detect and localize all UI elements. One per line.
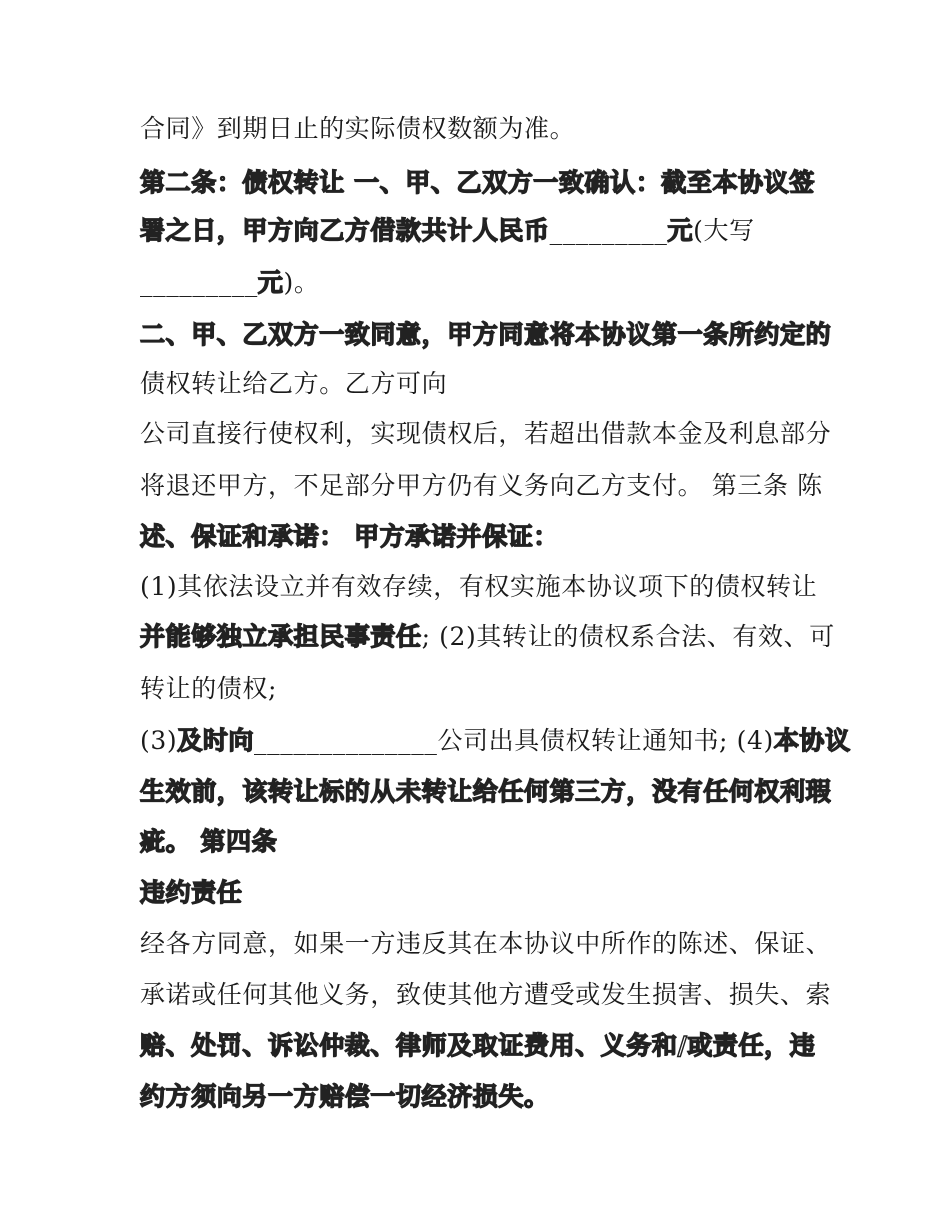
text-span: 违约责任 [140, 878, 243, 907]
section-heading [140, 876, 242, 910]
text-span: 合同》到期日止的实际债权数额为准。 [140, 114, 576, 143]
text-line [140, 469, 823, 503]
text-span: (1)其依法设立并有效存续，有权实施本协议项下的债权转让 [140, 572, 818, 601]
text-line [140, 1029, 815, 1063]
text-span: 述、保证和承诺： 甲方承诺并保证： [140, 522, 559, 551]
text-line [140, 978, 831, 1012]
text-span: 并能够独立承担民事责任 [140, 622, 422, 651]
text-span: 经各方同意，如果一方违反其在本协议中所作的陈述、保证、 [140, 929, 832, 958]
text-line [140, 672, 277, 706]
text-span: 署之日，甲方向乙方借款共计人民币 [140, 216, 550, 245]
text-span: 元 [667, 216, 694, 245]
text-span: 二、甲、乙双方一致同意，甲方同意将本协议第一条所约定的 [140, 320, 832, 349]
text-line [140, 570, 817, 604]
text-line [140, 825, 277, 859]
fill-in-blank: _________ [140, 268, 258, 297]
fill-in-blank: _________ [549, 216, 668, 245]
text-span: 将退还甲方，不足部分甲方仍有义务向乙方支付。 第三条 陈 [140, 471, 823, 500]
text-line [140, 318, 831, 352]
text-span: 生效前，该转让标的从未转让给任何第三方，没有任何权利瑕 [140, 777, 832, 806]
text-line [140, 620, 835, 654]
text-span: (大写 [693, 216, 755, 245]
text-span: 债权转让给乙方。乙方可向 [140, 369, 448, 398]
text-line [140, 1080, 550, 1114]
text-span: 公司出具债权转让通知书; (4) [437, 726, 774, 755]
text-span: 疵。 第四条 [140, 827, 278, 856]
text-span: 第二条：债权转让 一、甲、乙双方一致确认：截至本协议签 [140, 168, 815, 197]
text-line [140, 367, 447, 401]
text-line [140, 214, 755, 248]
text-span: 公司直接行使权利，实现债权后，若超出借款本金及利息部分 [140, 419, 832, 448]
text-line [140, 112, 575, 146]
text-line [140, 775, 831, 809]
text-span: 及时向 [177, 726, 255, 755]
text-line [140, 927, 831, 961]
text-span: 转让的债权; [140, 674, 278, 703]
text-line [140, 166, 815, 200]
text-span: 元 [257, 268, 284, 297]
text-span: 约方须向另一方赔偿一切经济损失。 [140, 1082, 550, 1111]
text-line [140, 266, 319, 300]
text-line [140, 724, 851, 758]
text-span: 赔、处罚、诉讼仲裁、律师及取证费用、义务和/或责任，违 [140, 1031, 816, 1060]
text-span: (3) [140, 726, 178, 755]
text-line [140, 520, 559, 554]
text-line [140, 417, 831, 451]
text-span: )。 [283, 268, 320, 297]
text-span: ; (2)其转让的债权系合法、有效、可 [421, 622, 835, 651]
text-span: 承诺或任何其他义务，致使其他方遭受或发生损害、损失、索 [140, 980, 832, 1009]
fill-in-blank: ______________ [254, 726, 438, 755]
text-span: 本协议 [773, 726, 851, 755]
